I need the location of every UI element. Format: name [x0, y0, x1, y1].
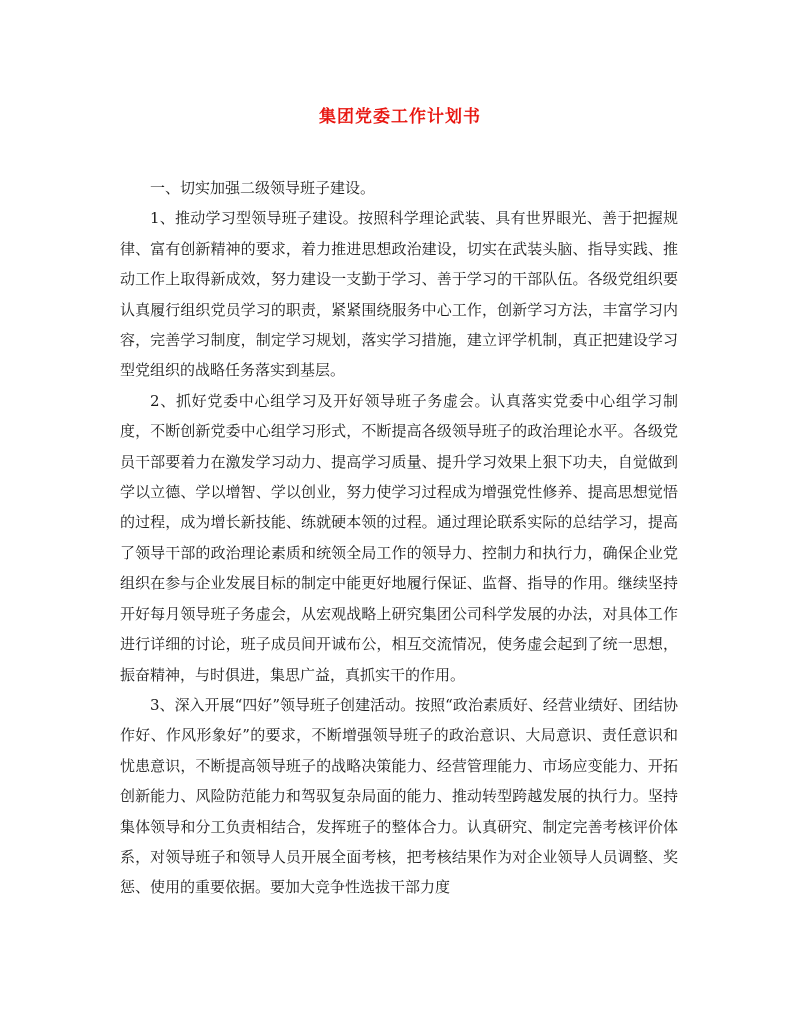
document-title: 集团党委工作计划书 — [319, 107, 481, 127]
paragraph-3: 3、深入开展“四好”领导班子创建活动。按照“政治素质好、经营业绩好、团结协作好、作风形象好”的要求，不断增强领导班子的政治意识、大局意识、责任意识和忧患意识，不断提高领导班子的战略决策能力、经营管理能力、市场应变能力、开拓创新能力、风险防范能力和驾驭复杂局面的能力、推动转型跨越发展的执行力。坚持集体领导和分工负责相结合，发挥班子的整体合力。认真研究、制定完善考核评价体系，对领导班子和领导人员开展全面考核，把考核结果作为对企业领导人员调整、奖惩、使用的重要依据。要加大竞争性选拔干部力度 — [120, 695, 678, 897]
paragraph-1: 1、推动学习型领导班子建设。按照科学理论武装、具有世界眼光、善于把握规律、富有创新精神的要求，着力推进思想政治建设，切实在武装头脑、指导实践、推动工作上取得新成效，努力建设一支勤于学习、善于学习的干部队伍。各级党组织要认真履行组织党员学习的职责，紧紧围绕服务中心工作，创新学习方法，丰富学习内容，完善学习制度，制定学习规划，落实学习措施，建立评学机制，真正把建设学习型党组织的战略任务落实到基层。 — [120, 209, 678, 380]
section-heading: 一、切实加强二级领导班子建设。 — [150, 179, 376, 197]
document-body — [120, 173, 678, 903]
paragraph-2: 2、抓好党委中心组学习及开好领导班子务虚会。认真落实党委中心组学习制度，不断创新党委中心组学习形式，不断提高各级领导班子的政治理论水平。各级党员干部要着力在激发学习动力、提高学习质量、提升学习效果上狠下功夫，自觉做到学以立德、学以增智、学以创业，努力使学习过程成为增强党性修养、提高思想觉悟的过程，成为增长新技能、练就硬本领的过程。通过理论联系实际的总结学习，提高了领导干部的政治理论素质和统领全局工作的领导力、控制力和执行力，确保企业党组织在参与企业发展目标的制定中能更好地履行保证、监督、指导的作用。继续坚持开好每月领导班子务虚会，从宏观战略上研究集团公司科学发展的办法，对具体工作进行详细的讨论，班子成员间开诚布公，相互交流情况，使务虚会起到了统一思想，振奋精神，与时俱进，集思广益，真抓实干的作用。 — [120, 391, 678, 684]
